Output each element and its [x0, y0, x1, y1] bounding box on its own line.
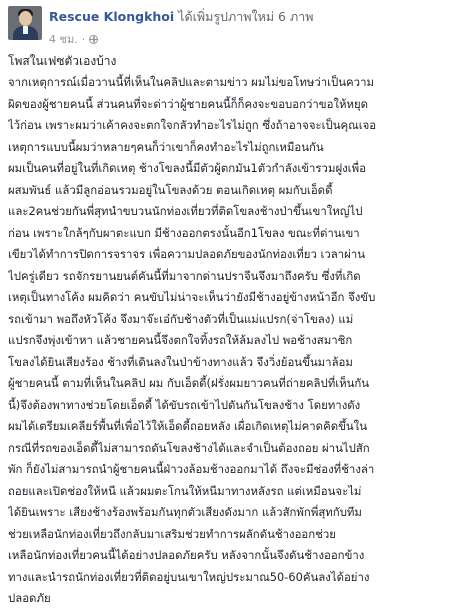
post-text-line: ถอยและเปิดช่องให้หนี แล้วผมตะโกนให้หนีมาทางหลังรถ แต่เหมือนจะไม่ [8, 483, 362, 498]
globe-icon[interactable] [89, 35, 98, 44]
post-text-line: ได้ยินเพราะ เสียงช้างร้องพร้อมกันทุกตัวเสียงดังมาก แล้วสักพักพี่สุทกับทีม [8, 505, 362, 519]
post-text-line: ผิดของผู้ชายคนนี้ ส่วนคนที่จะด่าว่าผู้ชายคนนี้ก็ก็คงจะขอบอกว่าขอให้หยุด [8, 96, 369, 111]
post-action-text: ได้เพิ่มรูปภาพใหม่ 6 ภาพ [178, 9, 314, 24]
post-body-text [0, 72, 461, 610]
post-text-line: ไว้ก่อน เพราะผมว่าเค้าคงจะตกใจกลัวทำอะไรไม่ถูก ซึ่งถ้าอาจจะเป็นคุณเจอ [8, 118, 377, 132]
post-text-line: โขลงได้ยินเสียงร้อง ช้างที่เดินลงในป่าข้างทางแล้ว จึงวิ่งย้อนขึ้นมาล้อม [8, 354, 353, 369]
post-meta [49, 6, 313, 48]
post-text-line: ผมเป็นคนที่อยู่ในที่เกิดเหตุ ช้างโขลงนี้มีตัวผู้ตกมัน1ตัวกำลังเข้ารวมฝูงเพื่อ [8, 161, 366, 175]
post-text-line: ผมได้เตรียมเคลียร์พื้นที่เพื่อไว้ให้เอ็ดดี้ถอยหลัง เผื่อเกิดเหตุไม่คาดคิดขึ้นใน [8, 419, 368, 433]
post-text-line: นี้)จึงต้องพาทางช่วยโดยเอ็ดดี้ ได้ขับรถเข้าไปดันกันโขลงช้าง โดยทางดัง [8, 397, 361, 412]
post-title: โพสในเฟซตัวเองบ้าง [8, 54, 117, 68]
post-text-line: ผสมพันธ์ แล้วมีลูกอ่อนรวมอยู่ในโขลงด้วย ตอนเกิดเหตุ ผมกับเอ็ดดี้ [8, 182, 333, 197]
post-text-line: เหตุเป็นทางโค้ง ผมคิดว่า คนขับไม่น่าจะเห็นว่ายังมีช้างอยู่ข้างหน้าอีก จึงขับ [8, 290, 376, 304]
post-text-line: ก่อน เพราะใกล้ๆกับผาตะแบก มีช้างออกตรงนั้นอีก1โขลง ขณะที่ด่านเขา [8, 225, 360, 240]
post-header [0, 0, 461, 44]
separator-dot: · [81, 32, 86, 46]
post-text-line: พัก ก็ยังไม่สามารถนำผู้ชายคนนี้ฝ่าวงล้อมช้างออกมาได้ ถึงจะมีช่องที่ช้างล่า [8, 462, 375, 476]
post-text-line: ผู้ชายคนนี้ ตามที่เห็นในคลิป ผม กับเอ็ดดี้(ฝรั่งผมยาวคนที่ถ่ายคลิปที่เห็นกัน [8, 376, 370, 390]
post-text-line: เหลือนักท่องเที่ยวคนนี้ได้อย่างปลอดภัยครับ หลังจากนั้นจึงดันช้างออกข้าง [8, 548, 365, 562]
post-text-line: แปรกจึงพุ่งเข้าหา แล้วชายคนนี้จึงตกใจทิ้งรถให้ล้มลงไป พอช้างสมาชิก [8, 333, 353, 347]
author-avatar[interactable] [8, 6, 42, 40]
post-text-line: ช่วยเหลือนักท่องเที่ยวถึงกลับมาเสริมช่วยทำการผลักดันช้างออกช่วย [8, 526, 336, 541]
author-name-link[interactable]: Rescue Klongkhoi [49, 9, 175, 24]
post-text-line: รถเข้ามา พอถึงหัวโค้ง จึงมาจ๊ะเอ๋กับช้างตัวที่เป็นแม่แปรก(จ่าโขลง) แม่ [8, 311, 354, 326]
post-timestamp[interactable]: 4 ชม. [49, 33, 78, 46]
post-text-line: เขียวได้ทำการปิดการจราจร เพื่อความปลอดภัยของนักท่องเที่ยว เวลาผ่าน [8, 247, 366, 261]
post-text-line: ปลอดภัย [8, 591, 51, 605]
post-text-line: เหตุการแบบนี้ผมว่าหลายๆคนก็ว่าเขาก็คงทำอะไรไม่ถูกเหมือนกัน [8, 139, 324, 154]
post-text-line: จากเหตุการณ์เมื่อวานนี้ที่เห็นในคลิปและตามข่าว ผมไม่ขอโทษว่าเป็นความ [8, 75, 374, 89]
post-text-line: ไปครู่เดียว รถจักรยานยนต์คันนี้ที่มาจากด่านปราจีนจึงมาถึงครับ ซึ่งที่เกิด [8, 268, 361, 283]
post-text-line: และ2คนช่วยกันพี่สุทนำขบวนนักท่องเที่ยวที่ติดโขลงช้างป่าขึ้นเขาใหญ่ไป [8, 204, 363, 218]
post-text-line: ทางและนำรถนักท่องเที่ยวที่ติดอยู่บนเขาใหญ่ประมาณ50-60คันลงได้อย่าง [8, 569, 370, 584]
post-text-line: กรณีที่รถของเอ็ดดี้ไม่สามารถดันโขลงช้างได้และจำเป็นต้องถอย ผ่านไปสัก [8, 440, 370, 455]
